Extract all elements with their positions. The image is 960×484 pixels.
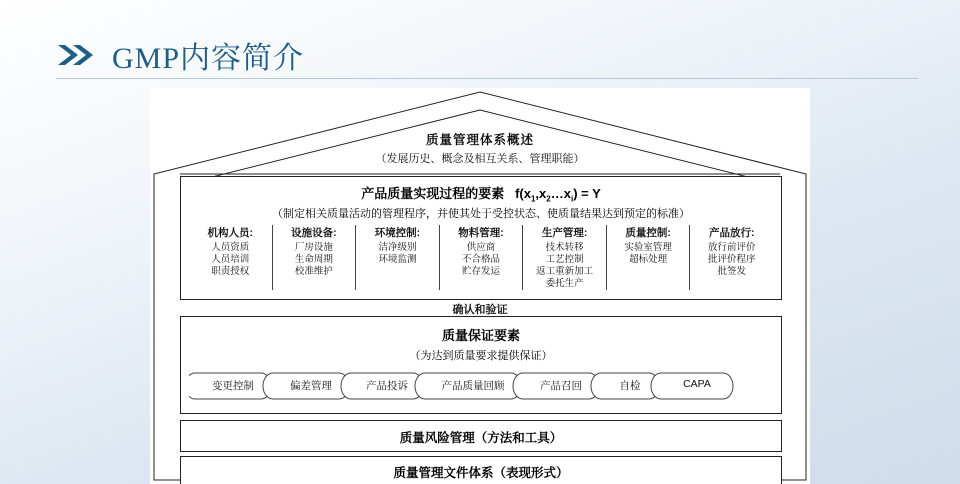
chip-capa[interactable]: CAPA [683, 378, 711, 390]
column-item: 返工重新加工 [536, 266, 594, 277]
quality-risk-management-band [180, 420, 782, 452]
qualification-validation-label: 确认和验证 [452, 304, 508, 316]
product-quality-elements-subtitle: （制定相关质量活动的管理程序，并使其处于受控状态、使质量结果达到预定的标准） [272, 208, 690, 220]
column-header: 设施设备: [291, 227, 337, 239]
product-quality-elements-box [180, 176, 782, 300]
column-quality-control [607, 225, 691, 290]
risk-note: （方法和工具） [474, 431, 563, 445]
column-item: 实验室管理 [624, 242, 672, 253]
quality-assurance-subtitle: （为达到质量要求提供保证） [409, 350, 553, 362]
column-item: 人员培训 [211, 254, 250, 265]
quality-assurance-chips [189, 369, 773, 403]
column-item: 环境监测 [378, 254, 417, 265]
formula-part-4: ) = Y [573, 186, 601, 201]
formula-part-1: f(x [515, 186, 531, 201]
doc-title: 质量管理文件体系 [393, 466, 494, 480]
column-header: 物料管理: [458, 227, 504, 239]
chip-deviation-management[interactable]: 偏差管理 [290, 380, 332, 392]
column-production [523, 225, 607, 290]
column-header: 产品放行: [709, 227, 755, 239]
elements-columns [189, 225, 773, 290]
page-title [56, 33, 304, 77]
column-item: 校准维护 [294, 266, 333, 277]
double-chevron-right-icon [56, 42, 96, 68]
formula-part-2: ,x [535, 186, 547, 201]
column-environment [356, 225, 440, 290]
chip-change-control[interactable]: 变更控制 [212, 380, 254, 392]
column-header: 质量控制: [625, 227, 671, 239]
column-item: 不合格品 [462, 254, 501, 265]
column-item: 贮存发运 [462, 266, 501, 277]
column-item: 技术转移 [545, 242, 584, 253]
title-divider [56, 78, 918, 79]
quality-assurance-title: 质量保证要素 [441, 328, 520, 343]
column-header: 生产管理: [541, 227, 588, 239]
column-item: 委托生产 [545, 278, 584, 289]
column-facilities [273, 225, 357, 290]
formula-part-3: …x [550, 186, 571, 201]
column-item: 生命周期 [294, 254, 333, 265]
chip-product-recall[interactable]: 产品召回 [540, 380, 582, 392]
column-release [690, 225, 773, 290]
column-item: 供应商 [466, 242, 496, 253]
quality-risk-management-text [181, 428, 781, 446]
quality-assurance-box [180, 316, 782, 414]
quality-document-system-band [180, 456, 782, 484]
elements-formula [508, 186, 601, 204]
column-item: 职责授权 [211, 266, 250, 277]
column-header: 环境控制: [374, 227, 421, 239]
column-item: 洁净级别 [378, 242, 417, 253]
chip-product-complaint[interactable]: 产品投诉 [366, 380, 408, 392]
chip-self-inspection[interactable]: 自检 [619, 380, 641, 392]
roof-subtitle: （发展历史、概念及相互关系、管理职能） [375, 153, 585, 165]
column-personnel [189, 225, 273, 290]
column-item: 批签发 [717, 266, 747, 277]
elements-title-text: 产品质量实现过程的要素 [361, 186, 505, 201]
column-item: 超标处理 [629, 254, 668, 265]
column-item: 工艺控制 [545, 254, 584, 265]
column-item: 人员资质 [211, 242, 250, 253]
risk-title: 质量风险管理 [399, 431, 475, 445]
product-quality-elements-title [181, 183, 781, 204]
page-title-text: GMP内容简介 [112, 42, 305, 75]
column-materials [440, 225, 524, 290]
doc-note: （表现形式） [493, 466, 569, 480]
roof-title: 质量管理体系概述 [425, 133, 534, 147]
formula-sub-1: 1 [530, 194, 536, 204]
column-item: 批评价程序 [708, 254, 756, 265]
formula-sub-2: 2 [546, 194, 551, 204]
chip-product-quality-review[interactable]: 产品质量回顾 [441, 380, 505, 392]
quality-document-system-text [181, 463, 781, 481]
column-item: 厂房设施 [294, 242, 333, 253]
column-item: 放行前评价 [708, 242, 756, 253]
gmp-house-diagram [150, 88, 810, 484]
formula-sub-3: i [570, 194, 574, 204]
column-header: 机构人员: [207, 227, 254, 239]
